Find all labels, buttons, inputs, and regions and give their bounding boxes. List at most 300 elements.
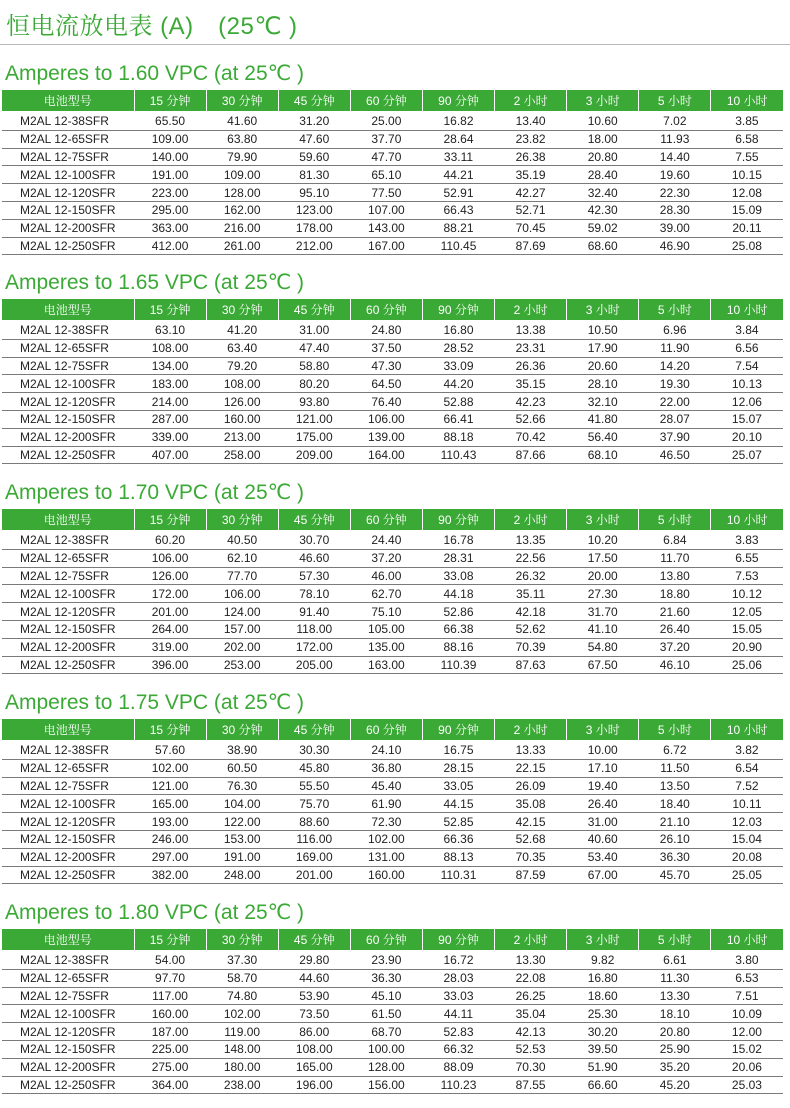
current-cell: 46.00 <box>350 567 422 585</box>
current-cell: 26.40 <box>639 620 711 638</box>
current-cell: 30.20 <box>567 1023 639 1041</box>
current-cell: 88.13 <box>422 848 494 866</box>
current-cell: 79.90 <box>206 148 278 166</box>
current-cell: 13.50 <box>639 777 711 795</box>
table-row <box>2 148 783 166</box>
current-cell: 42.27 <box>495 184 567 202</box>
discharge-table <box>2 90 783 255</box>
discharge-table <box>2 719 783 884</box>
current-cell: 57.30 <box>278 567 350 585</box>
current-cell: 26.10 <box>639 830 711 848</box>
current-cell: 28.64 <box>422 130 494 148</box>
model-cell: M2AL 12-200SFR <box>2 1058 134 1076</box>
current-cell: 253.00 <box>206 656 278 674</box>
current-cell: 3.84 <box>711 321 783 339</box>
current-cell: 108.00 <box>206 375 278 393</box>
current-cell: 134.00 <box>134 357 206 375</box>
current-cell: 116.00 <box>278 830 350 848</box>
current-cell: 31.00 <box>567 813 639 831</box>
current-cell: 26.09 <box>495 777 567 795</box>
current-cell: 165.00 <box>134 795 206 813</box>
current-cell: 51.90 <box>567 1058 639 1076</box>
current-cell: 39.50 <box>567 1040 639 1058</box>
table-row <box>2 951 783 969</box>
current-cell: 191.00 <box>206 848 278 866</box>
model-cell: M2AL 12-65SFR <box>2 969 134 987</box>
table-row <box>2 166 783 184</box>
current-cell: 75.10 <box>350 603 422 621</box>
header-duration: 2 小时 <box>495 509 567 531</box>
current-cell: 11.70 <box>639 549 711 567</box>
model-cell: M2AL 12-75SFR <box>2 567 134 585</box>
current-cell: 35.04 <box>495 1005 567 1023</box>
current-cell: 67.00 <box>567 866 639 884</box>
current-cell: 46.60 <box>278 549 350 567</box>
current-cell: 108.00 <box>278 1040 350 1058</box>
current-cell: 63.40 <box>206 339 278 357</box>
header-duration: 60 分钟 <box>350 929 422 951</box>
header-duration: 5 小时 <box>639 509 711 531</box>
current-cell: 33.11 <box>422 148 494 166</box>
current-cell: 33.08 <box>422 567 494 585</box>
current-cell: 88.21 <box>422 219 494 237</box>
current-cell: 70.45 <box>495 219 567 237</box>
current-cell: 128.00 <box>350 1058 422 1076</box>
current-cell: 178.00 <box>278 219 350 237</box>
current-cell: 187.00 <box>134 1023 206 1041</box>
current-cell: 33.09 <box>422 357 494 375</box>
current-cell: 110.39 <box>422 656 494 674</box>
model-cell: M2AL 12-120SFR <box>2 393 134 411</box>
current-cell: 42.23 <box>495 393 567 411</box>
current-cell: 44.20 <box>422 375 494 393</box>
table-header-row <box>2 719 783 741</box>
model-cell: M2AL 12-150SFR <box>2 620 134 638</box>
current-cell: 54.80 <box>567 638 639 656</box>
current-cell: 15.05 <box>711 620 783 638</box>
header-duration: 15 分钟 <box>134 299 206 321</box>
current-cell: 88.09 <box>422 1058 494 1076</box>
current-cell: 33.05 <box>422 777 494 795</box>
current-cell: 24.10 <box>350 741 422 759</box>
model-cell: M2AL 12-120SFR <box>2 1023 134 1041</box>
current-cell: 12.03 <box>711 813 783 831</box>
current-cell: 80.20 <box>278 375 350 393</box>
current-cell: 297.00 <box>134 848 206 866</box>
current-cell: 81.30 <box>278 166 350 184</box>
current-cell: 201.00 <box>134 603 206 621</box>
current-cell: 28.03 <box>422 969 494 987</box>
current-cell: 28.07 <box>639 410 711 428</box>
current-cell: 6.58 <box>711 130 783 148</box>
current-cell: 32.40 <box>567 184 639 202</box>
model-cell: M2AL 12-38SFR <box>2 112 134 130</box>
current-cell: 139.00 <box>350 428 422 446</box>
current-cell: 10.50 <box>567 321 639 339</box>
header-duration: 3 小时 <box>567 90 639 112</box>
table-row <box>2 130 783 148</box>
discharge-section <box>2 58 783 255</box>
current-cell: 87.55 <box>495 1076 567 1094</box>
current-cell: 3.85 <box>711 112 783 130</box>
model-cell: M2AL 12-120SFR <box>2 603 134 621</box>
model-cell: M2AL 12-100SFR <box>2 375 134 393</box>
model-cell: M2AL 12-100SFR <box>2 795 134 813</box>
table-header-row <box>2 90 783 112</box>
current-cell: 117.00 <box>134 987 206 1005</box>
current-cell: 24.80 <box>350 321 422 339</box>
current-cell: 25.05 <box>711 866 783 884</box>
table-row <box>2 321 783 339</box>
current-cell: 38.90 <box>206 741 278 759</box>
header-duration: 15 分钟 <box>134 929 206 951</box>
current-cell: 62.70 <box>350 585 422 603</box>
current-cell: 209.00 <box>278 446 350 464</box>
model-cell: M2AL 12-150SFR <box>2 830 134 848</box>
current-cell: 223.00 <box>134 184 206 202</box>
current-cell: 28.40 <box>567 166 639 184</box>
section-title: Amperes to 1.80 VPC (at 25℃ ) <box>5 901 305 924</box>
current-cell: 248.00 <box>206 866 278 884</box>
current-cell: 396.00 <box>134 656 206 674</box>
current-cell: 364.00 <box>134 1076 206 1094</box>
current-cell: 13.30 <box>495 951 567 969</box>
current-cell: 287.00 <box>134 410 206 428</box>
current-cell: 22.56 <box>495 549 567 567</box>
current-cell: 110.45 <box>422 237 494 255</box>
header-duration: 45 分钟 <box>278 90 350 112</box>
table-row <box>2 741 783 759</box>
header-model: 电池型号 <box>2 90 134 112</box>
current-cell: 169.00 <box>278 848 350 866</box>
current-cell: 36.30 <box>639 848 711 866</box>
current-cell: 100.00 <box>350 1040 422 1058</box>
current-cell: 68.10 <box>567 446 639 464</box>
model-cell: M2AL 12-200SFR <box>2 428 134 446</box>
current-cell: 123.00 <box>278 201 350 219</box>
header-duration: 10 小时 <box>711 90 783 112</box>
current-cell: 319.00 <box>134 638 206 656</box>
table-row <box>2 969 783 987</box>
current-cell: 164.00 <box>350 446 422 464</box>
current-cell: 12.08 <box>711 184 783 202</box>
current-cell: 6.53 <box>711 969 783 987</box>
table-row <box>2 866 783 884</box>
current-cell: 64.50 <box>350 375 422 393</box>
current-cell: 3.83 <box>711 531 783 549</box>
current-cell: 214.00 <box>134 393 206 411</box>
current-cell: 56.40 <box>567 428 639 446</box>
current-cell: 88.60 <box>278 813 350 831</box>
current-cell: 22.15 <box>495 759 567 777</box>
current-cell: 153.00 <box>206 830 278 848</box>
current-cell: 212.00 <box>278 237 350 255</box>
current-cell: 46.90 <box>639 237 711 255</box>
current-cell: 76.40 <box>350 393 422 411</box>
current-cell: 201.00 <box>278 866 350 884</box>
current-cell: 163.00 <box>350 656 422 674</box>
current-cell: 25.00 <box>350 112 422 130</box>
current-cell: 53.40 <box>567 848 639 866</box>
header-duration: 90 分钟 <box>422 929 494 951</box>
current-cell: 216.00 <box>206 219 278 237</box>
current-cell: 40.50 <box>206 531 278 549</box>
current-cell: 61.90 <box>350 795 422 813</box>
current-cell: 19.60 <box>639 166 711 184</box>
current-cell: 70.42 <box>495 428 567 446</box>
current-cell: 10.09 <box>711 1005 783 1023</box>
current-cell: 40.60 <box>567 830 639 848</box>
current-cell: 93.80 <box>278 393 350 411</box>
current-cell: 52.88 <box>422 393 494 411</box>
current-cell: 26.38 <box>495 148 567 166</box>
current-cell: 10.20 <box>567 531 639 549</box>
table-row <box>2 184 783 202</box>
current-cell: 14.20 <box>639 357 711 375</box>
model-cell: M2AL 12-200SFR <box>2 219 134 237</box>
table-row <box>2 777 783 795</box>
current-cell: 7.51 <box>711 987 783 1005</box>
model-cell: M2AL 12-38SFR <box>2 531 134 549</box>
header-duration: 10 小时 <box>711 719 783 741</box>
current-cell: 20.08 <box>711 848 783 866</box>
current-cell: 24.40 <box>350 531 422 549</box>
current-cell: 258.00 <box>206 446 278 464</box>
current-cell: 9.82 <box>567 951 639 969</box>
current-cell: 26.25 <box>495 987 567 1005</box>
current-cell: 52.85 <box>422 813 494 831</box>
header-duration: 90 分钟 <box>422 90 494 112</box>
current-cell: 102.00 <box>134 759 206 777</box>
current-cell: 65.50 <box>134 112 206 130</box>
current-cell: 160.00 <box>134 1005 206 1023</box>
current-cell: 157.00 <box>206 620 278 638</box>
current-cell: 63.10 <box>134 321 206 339</box>
current-cell: 47.70 <box>350 148 422 166</box>
current-cell: 191.00 <box>134 166 206 184</box>
current-cell: 42.18 <box>495 603 567 621</box>
table-row <box>2 656 783 674</box>
current-cell: 74.80 <box>206 987 278 1005</box>
model-cell: M2AL 12-75SFR <box>2 987 134 1005</box>
current-cell: 128.00 <box>206 184 278 202</box>
current-cell: 11.50 <box>639 759 711 777</box>
current-cell: 68.70 <box>350 1023 422 1041</box>
current-cell: 20.00 <box>567 567 639 585</box>
current-cell: 91.40 <box>278 603 350 621</box>
current-cell: 106.00 <box>350 410 422 428</box>
current-cell: 52.86 <box>422 603 494 621</box>
current-cell: 18.10 <box>639 1005 711 1023</box>
current-cell: 55.50 <box>278 777 350 795</box>
current-cell: 10.15 <box>711 166 783 184</box>
current-cell: 19.40 <box>567 777 639 795</box>
current-cell: 119.00 <box>206 1023 278 1041</box>
current-cell: 20.90 <box>711 638 783 656</box>
current-cell: 140.00 <box>134 148 206 166</box>
current-cell: 66.43 <box>422 201 494 219</box>
current-cell: 108.00 <box>134 339 206 357</box>
current-cell: 52.83 <box>422 1023 494 1041</box>
current-cell: 183.00 <box>134 375 206 393</box>
header-duration: 60 分钟 <box>350 90 422 112</box>
current-cell: 52.91 <box>422 184 494 202</box>
current-cell: 106.00 <box>206 585 278 603</box>
current-cell: 18.40 <box>639 795 711 813</box>
table-header-row <box>2 299 783 321</box>
current-cell: 17.90 <box>567 339 639 357</box>
current-cell: 25.08 <box>711 237 783 255</box>
current-cell: 88.16 <box>422 638 494 656</box>
current-cell: 46.10 <box>639 656 711 674</box>
discharge-table <box>2 929 783 1094</box>
current-cell: 35.19 <box>495 166 567 184</box>
current-cell: 295.00 <box>134 201 206 219</box>
header-duration: 90 分钟 <box>422 299 494 321</box>
current-cell: 70.30 <box>495 1058 567 1076</box>
header-duration: 45 分钟 <box>278 929 350 951</box>
current-cell: 382.00 <box>134 866 206 884</box>
current-cell: 70.39 <box>495 638 567 656</box>
current-cell: 19.30 <box>639 375 711 393</box>
current-cell: 10.13 <box>711 375 783 393</box>
table-row <box>2 1005 783 1023</box>
current-cell: 225.00 <box>134 1040 206 1058</box>
current-cell: 118.00 <box>278 620 350 638</box>
current-cell: 37.20 <box>639 638 711 656</box>
current-cell: 407.00 <box>134 446 206 464</box>
current-cell: 122.00 <box>206 813 278 831</box>
current-cell: 28.31 <box>422 549 494 567</box>
current-cell: 54.00 <box>134 951 206 969</box>
discharge-section <box>2 267 783 464</box>
current-cell: 102.00 <box>350 830 422 848</box>
model-cell: M2AL 12-75SFR <box>2 357 134 375</box>
model-cell: M2AL 12-200SFR <box>2 638 134 656</box>
current-cell: 22.30 <box>639 184 711 202</box>
current-cell: 28.15 <box>422 759 494 777</box>
current-cell: 18.80 <box>639 585 711 603</box>
current-cell: 97.70 <box>134 969 206 987</box>
header-duration: 45 分钟 <box>278 509 350 531</box>
current-cell: 58.70 <box>206 969 278 987</box>
header-duration: 3 小时 <box>567 299 639 321</box>
current-cell: 172.00 <box>278 638 350 656</box>
current-cell: 76.30 <box>206 777 278 795</box>
current-cell: 102.00 <box>206 1005 278 1023</box>
current-cell: 131.00 <box>350 848 422 866</box>
current-cell: 95.10 <box>278 184 350 202</box>
current-cell: 78.10 <box>278 585 350 603</box>
current-cell: 77.50 <box>350 184 422 202</box>
header-duration: 60 分钟 <box>350 719 422 741</box>
current-cell: 15.07 <box>711 410 783 428</box>
table-row <box>2 620 783 638</box>
table-row <box>2 813 783 831</box>
current-cell: 45.10 <box>350 987 422 1005</box>
table-header-row <box>2 509 783 531</box>
current-cell: 22.08 <box>495 969 567 987</box>
header-duration: 45 分钟 <box>278 299 350 321</box>
current-cell: 45.80 <box>278 759 350 777</box>
current-cell: 143.00 <box>350 219 422 237</box>
current-cell: 65.10 <box>350 166 422 184</box>
header-duration: 90 分钟 <box>422 509 494 531</box>
title-divider <box>0 44 790 45</box>
current-cell: 36.30 <box>350 969 422 987</box>
model-cell: M2AL 12-38SFR <box>2 951 134 969</box>
current-cell: 3.82 <box>711 741 783 759</box>
table-row <box>2 446 783 464</box>
current-cell: 213.00 <box>206 428 278 446</box>
current-cell: 60.50 <box>206 759 278 777</box>
current-cell: 42.15 <box>495 813 567 831</box>
current-cell: 44.11 <box>422 1005 494 1023</box>
table-row <box>2 428 783 446</box>
header-duration: 15 分钟 <box>134 719 206 741</box>
current-cell: 7.55 <box>711 148 783 166</box>
current-cell: 60.20 <box>134 531 206 549</box>
header-duration: 30 分钟 <box>206 929 278 951</box>
current-cell: 193.00 <box>134 813 206 831</box>
current-cell: 13.30 <box>639 987 711 1005</box>
current-cell: 16.78 <box>422 531 494 549</box>
current-cell: 46.50 <box>639 446 711 464</box>
header-duration: 30 分钟 <box>206 90 278 112</box>
header-duration: 60 分钟 <box>350 299 422 321</box>
current-cell: 66.38 <box>422 620 494 638</box>
current-cell: 105.00 <box>350 620 422 638</box>
current-cell: 52.66 <box>495 410 567 428</box>
current-cell: 7.52 <box>711 777 783 795</box>
section-title: Amperes to 1.65 VPC (at 25℃ ) <box>5 271 305 294</box>
current-cell: 180.00 <box>206 1058 278 1076</box>
current-cell: 15.09 <box>711 201 783 219</box>
current-cell: 412.00 <box>134 237 206 255</box>
current-cell: 58.80 <box>278 357 350 375</box>
current-cell: 6.54 <box>711 759 783 777</box>
model-cell: M2AL 12-120SFR <box>2 184 134 202</box>
model-cell: M2AL 12-100SFR <box>2 1005 134 1023</box>
table-row <box>2 795 783 813</box>
current-cell: 20.60 <box>567 357 639 375</box>
current-cell: 275.00 <box>134 1058 206 1076</box>
current-cell: 62.10 <box>206 549 278 567</box>
table-row <box>2 1023 783 1041</box>
current-cell: 28.10 <box>567 375 639 393</box>
current-cell: 121.00 <box>134 777 206 795</box>
header-duration: 5 小时 <box>639 299 711 321</box>
current-cell: 70.35 <box>495 848 567 866</box>
section-title: Amperes to 1.70 VPC (at 25℃ ) <box>5 481 305 504</box>
current-cell: 18.00 <box>567 130 639 148</box>
current-cell: 264.00 <box>134 620 206 638</box>
current-cell: 37.70 <box>350 130 422 148</box>
current-cell: 6.56 <box>711 339 783 357</box>
model-cell: M2AL 12-38SFR <box>2 321 134 339</box>
current-cell: 106.00 <box>134 549 206 567</box>
current-cell: 28.30 <box>639 201 711 219</box>
current-cell: 7.54 <box>711 357 783 375</box>
header-duration: 3 小时 <box>567 509 639 531</box>
current-cell: 45.40 <box>350 777 422 795</box>
current-cell: 31.00 <box>278 321 350 339</box>
current-cell: 339.00 <box>134 428 206 446</box>
current-cell: 37.30 <box>206 951 278 969</box>
model-cell: M2AL 12-65SFR <box>2 130 134 148</box>
current-cell: 45.70 <box>639 866 711 884</box>
page-title: 恒电流放电表 (A) (25℃ ) <box>6 13 298 40</box>
